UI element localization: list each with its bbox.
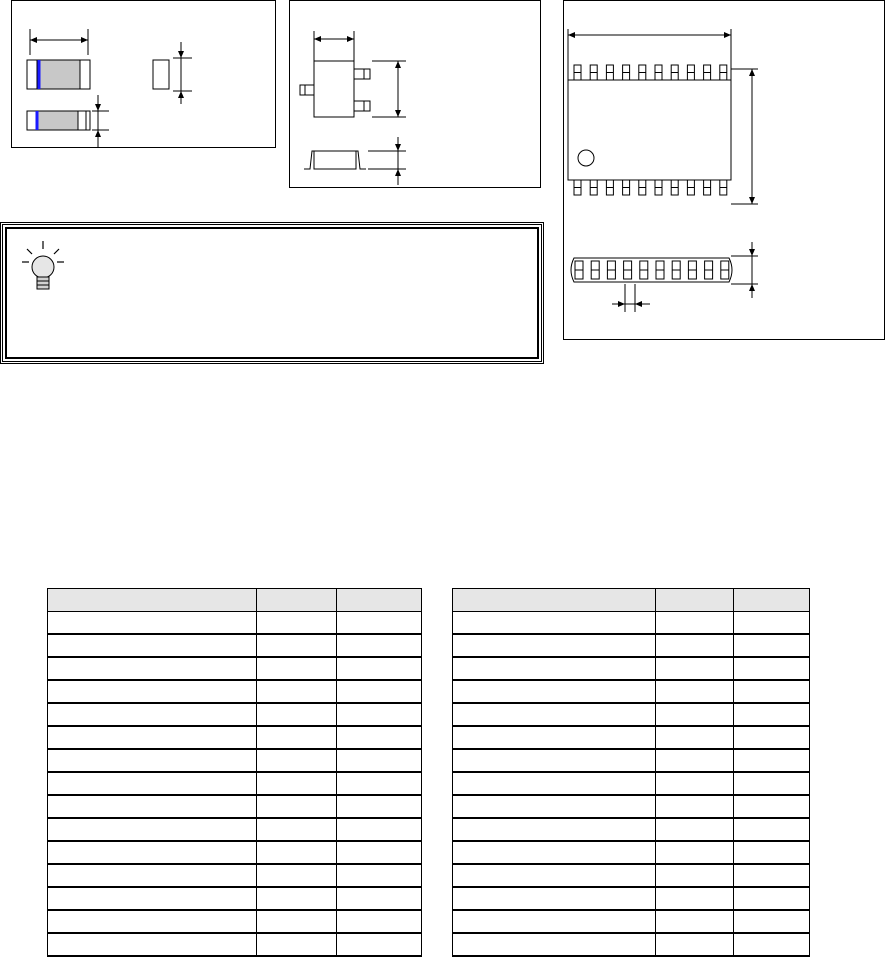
table-cell	[337, 612, 422, 635]
table-row	[453, 864, 810, 887]
table-cell	[734, 818, 810, 841]
table-cell	[453, 887, 656, 910]
table-row	[48, 841, 422, 864]
table-cell	[337, 795, 422, 818]
table-cell	[48, 887, 257, 910]
table-cell	[257, 680, 337, 703]
table-cell	[734, 612, 810, 635]
table-cell	[453, 818, 656, 841]
table-row	[453, 841, 810, 864]
table-row	[453, 772, 810, 795]
table-cell	[453, 841, 656, 864]
table-cell	[337, 703, 422, 726]
table-cell	[48, 612, 257, 635]
column-header	[48, 589, 257, 612]
table-row	[48, 657, 422, 680]
column-header	[656, 589, 734, 612]
chip-resistor-panel	[11, 0, 276, 148]
table-cell	[48, 818, 257, 841]
table-cell	[257, 749, 337, 772]
sot-transistor-drawing	[290, 1, 540, 187]
tip-box-inner	[5, 227, 539, 359]
table-header-row	[48, 589, 422, 612]
table-cell	[257, 772, 337, 795]
table-cell	[48, 772, 257, 795]
table-cell	[656, 933, 734, 956]
table-cell	[48, 749, 257, 772]
table-cell	[257, 657, 337, 680]
table-cell	[48, 933, 257, 956]
table-cell	[453, 657, 656, 680]
table-cell	[257, 864, 337, 887]
parts-table-left	[47, 588, 422, 957]
parts-table-right	[452, 588, 810, 957]
table-row	[453, 726, 810, 749]
table-cell	[453, 680, 656, 703]
table-cell	[48, 703, 257, 726]
table-cell	[453, 772, 656, 795]
table-row	[48, 910, 422, 933]
table-cell	[656, 703, 734, 726]
table-cell	[48, 680, 257, 703]
table-cell	[656, 887, 734, 910]
table-row	[48, 795, 422, 818]
table-cell	[337, 887, 422, 910]
table-row	[48, 933, 422, 956]
table-cell	[48, 795, 257, 818]
table-cell	[257, 703, 337, 726]
table-cell	[257, 910, 337, 933]
table-cell	[656, 680, 734, 703]
table-cell	[48, 841, 257, 864]
table-cell	[48, 864, 257, 887]
table-cell	[656, 910, 734, 933]
table-row	[48, 749, 422, 772]
table-row	[48, 703, 422, 726]
table-row	[48, 680, 422, 703]
table-cell	[734, 634, 810, 657]
table-cell	[453, 910, 656, 933]
table-row	[48, 772, 422, 795]
table-cell	[656, 818, 734, 841]
table-row	[453, 818, 810, 841]
table-row	[453, 657, 810, 680]
table-cell	[734, 795, 810, 818]
table-cell	[734, 887, 810, 910]
table-cell	[453, 634, 656, 657]
table-cell	[734, 680, 810, 703]
table-cell	[337, 864, 422, 887]
table-row	[453, 680, 810, 703]
table-cell	[453, 864, 656, 887]
table-cell	[337, 933, 422, 956]
table-cell	[257, 634, 337, 657]
table-cell	[337, 657, 422, 680]
table-cell	[656, 634, 734, 657]
table-row	[48, 864, 422, 887]
table-cell	[453, 726, 656, 749]
table-row	[48, 612, 422, 635]
tip-box	[0, 222, 544, 364]
table-cell	[734, 933, 810, 956]
table-cell	[48, 657, 257, 680]
table-row	[453, 703, 810, 726]
table-cell	[337, 634, 422, 657]
column-header	[734, 589, 810, 612]
table-cell	[337, 772, 422, 795]
lightbulb-icon	[19, 235, 67, 299]
table-cell	[257, 818, 337, 841]
table-row	[453, 634, 810, 657]
table-cell	[453, 612, 656, 635]
table-cell	[453, 933, 656, 956]
table-cell	[734, 864, 810, 887]
table-cell	[257, 887, 337, 910]
table-cell	[656, 726, 734, 749]
table-row	[453, 933, 810, 956]
table-row	[453, 910, 810, 933]
table-row	[453, 887, 810, 910]
table-cell	[337, 818, 422, 841]
table-cell	[257, 841, 337, 864]
table-row	[48, 726, 422, 749]
table-cell	[453, 795, 656, 818]
table-cell	[656, 657, 734, 680]
table-cell	[257, 612, 337, 635]
table-cell	[337, 680, 422, 703]
table-cell	[734, 772, 810, 795]
transistor-panel	[289, 0, 541, 188]
table-header-row	[453, 589, 810, 612]
table-cell	[734, 910, 810, 933]
table-row	[453, 612, 810, 635]
table-cell	[337, 841, 422, 864]
table-cell	[48, 634, 257, 657]
table-cell	[337, 749, 422, 772]
table-cell	[337, 726, 422, 749]
table-row	[48, 818, 422, 841]
table-cell	[453, 703, 656, 726]
table-row	[453, 749, 810, 772]
table-cell	[734, 657, 810, 680]
table-row	[453, 795, 810, 818]
table-cell	[337, 910, 422, 933]
table-cell	[734, 726, 810, 749]
table-cell	[48, 910, 257, 933]
table-cell	[656, 749, 734, 772]
column-header	[337, 589, 422, 612]
table-cell	[656, 795, 734, 818]
column-header	[453, 589, 656, 612]
ic-package-panel	[563, 0, 885, 340]
table-cell	[656, 841, 734, 864]
table-row	[48, 887, 422, 910]
table-cell	[257, 795, 337, 818]
table-row	[48, 634, 422, 657]
table-cell	[656, 772, 734, 795]
table-cell	[656, 612, 734, 635]
soic-package-drawing	[564, 1, 884, 339]
table-cell	[48, 726, 257, 749]
table-cell	[453, 749, 656, 772]
table-cell	[734, 703, 810, 726]
table-cell	[656, 864, 734, 887]
table-cell	[257, 933, 337, 956]
table-cell	[734, 749, 810, 772]
table-cell	[257, 726, 337, 749]
chip-resistor-drawing	[12, 1, 275, 147]
column-header	[257, 589, 337, 612]
table-cell	[734, 841, 810, 864]
